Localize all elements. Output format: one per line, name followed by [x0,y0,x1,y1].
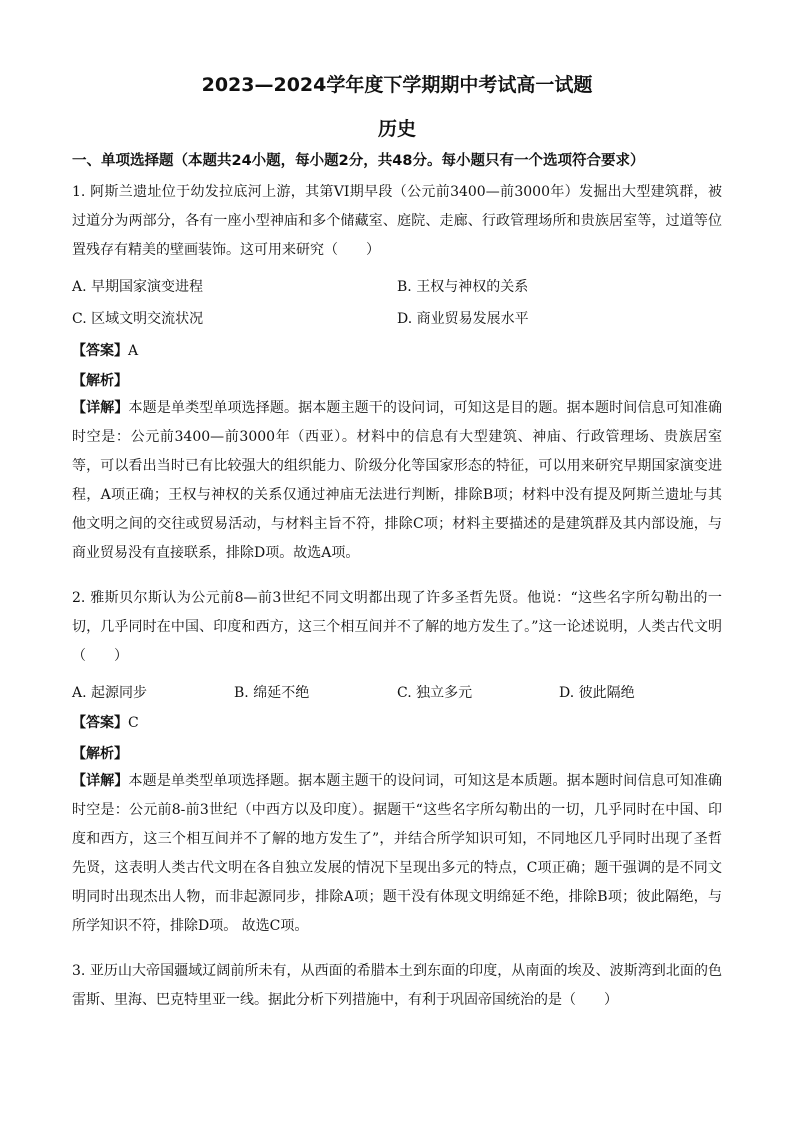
question-1-detail [72,394,722,568]
question-2-analysis-label: 【解析】 [72,746,128,762]
question-1-answer [72,340,138,360]
question-3-stem: 3. 亚历山大帝国疆域辽阔前所未有，从西面的希腊本土到东面的印度，从南面的埃及、波斯湾到北面的色雷斯、里海、巴克特里亚一线。据此分析下列措施中，有利于巩固帝国统治的是（ ） [72,963,722,1008]
answer-label: 【答案】 [72,343,128,359]
question-1-option-c: C. 区域文明交流状况 [72,311,204,327]
exam-title: 2023—2024学年度下学期期中考试高一试题 [201,74,593,96]
question-2-option-c: C. 独立多元 [397,685,473,701]
question-1-analysis-label: 【解析】 [72,373,128,389]
detail-text: 本题是单类型单项选择题。据本题主题干的设问词，可知这是本质题。据本题时间信息可知准确时空是：公元前8-前3世纪（中西方以及印度）。据题干“这些名字所勾勒出的一切，几乎同时在中国、印度和西方，这三个相互间并不了解的地方发生了”，并结合所学知识可知，不同地区几乎同时出现了圣哲先贤，这表明人类古代文明在各自独立发展的情况下呈现出多元的特点，C项正确；题干强调的是不同文明同时出现杰出人物，而非起源同步，排除A项；题干没有体现文明绵延不绝，排除B项；彼此隔绝，与所学知识不符，排除D项。 故选C项。 [72,773,723,934]
question-2-option-a: A. 起源同步 [72,685,148,701]
question-1-stem: 1. 阿斯兰遗址位于幼发拉底河上游，其第VI期早段（公元前3400—前3000年）发掘出大型建筑群，被过道分为两部分，各有一座小型神庙和多个储藏室、庭院、走廊、行政管理场所和贵族居室等，过道等位置残存有精美的壁画装饰。这可用来研究（ ） [72,184,722,258]
question-2-stem: 2. 雅斯贝尔斯认为公元前8—前3世纪不同文明都出现了许多圣哲先贤。他说：“这些名字所勾勒出的一切，几乎同时在中国、印度和西方，这三个相互间并不了解的地方发生了。”这一论述说明，人类古代文明（ ） [72,590,722,664]
answer-label: 【答案】 [72,715,128,731]
question-1-option-b: B. 王权与神权的关系 [397,279,529,295]
question-1-option-d: D. 商业贸易发展水平 [397,311,529,327]
detail-label: 【详解】 [72,400,129,416]
question-2-detail [72,767,722,941]
detail-label: 【详解】 [72,773,129,789]
question-2-answer [72,712,139,732]
answer-value: A [128,343,139,359]
question-1-option-a: A. 早期国家演变进程 [72,279,204,295]
question-2-option-d: D. 彼此隔绝 [559,685,635,701]
question-2-option-b: B. 绵延不绝 [234,685,310,701]
subject-title: 历史 [377,118,416,140]
answer-value: C [128,715,139,731]
detail-text: 本题是单类型单项选择题。据本题主题干的设问词，可知这是目的题。据本题时间信息可知准确时空是：公元前3400—前3000年（西亚）。材料中的信息有大型建筑、神庙、行政管理场、贵族居室等，可以看出当时已有比较强大的组织能力、阶级分化等国家形态的特征，可以用来研究早期国家演变进程，A项正确；王权与神权的关系仅通过神庙无法进行判断，排除B项；材料中没有提及阿斯兰遗址与其他文明之间的交往或贸易活动，与材料主旨不符，排除C项；材料主要描述的是建筑群及其内部设施，与商业贸易没有直接联系，排除D项。故选A项。 [72,400,723,561]
section-heading: 一、单项选择题（本题共24小题，每小题2分，共48分。每小题只有一个选项符合要求） [72,153,645,169]
